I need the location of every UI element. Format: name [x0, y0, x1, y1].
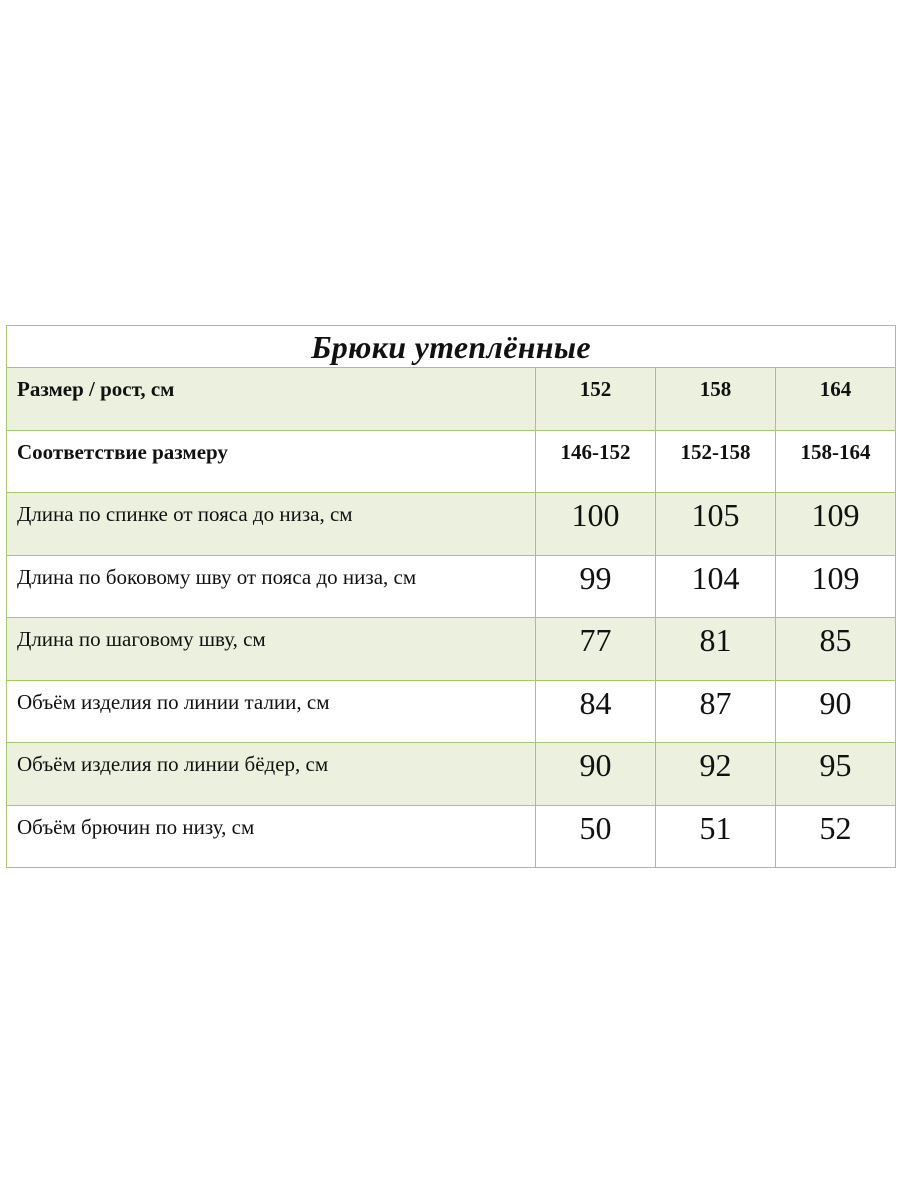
size-value: 158: [656, 368, 776, 431]
measurement-value: 50: [536, 805, 656, 868]
table-row: [7, 805, 896, 868]
measurement-value: 105: [656, 493, 776, 556]
measurement-value: 77: [536, 618, 656, 681]
row-label: Объём изделия по линии талии, см: [7, 680, 536, 743]
measurement-value: 92: [656, 743, 776, 806]
measurement-value: 51: [656, 805, 776, 868]
measurement-value: 100: [536, 493, 656, 556]
row-label: Объём брючин по низу, см: [7, 805, 536, 868]
measurement-value: 84: [536, 680, 656, 743]
row-label: Размер / рост, см: [7, 368, 536, 431]
size-chart-table: [6, 325, 896, 868]
table-row: [7, 493, 896, 556]
table-row: [7, 680, 896, 743]
measurement-value: 90: [776, 680, 896, 743]
range-value: 158-164: [776, 430, 896, 493]
measurement-value: 99: [536, 555, 656, 618]
table-row: [7, 618, 896, 681]
size-value: 164: [776, 368, 896, 431]
row-label: Длина по спинке от пояса до низа, см: [7, 493, 536, 556]
range-value: 152-158: [656, 430, 776, 493]
correspondence-row: [7, 430, 896, 493]
measurement-value: 109: [776, 493, 896, 556]
measurement-value: 85: [776, 618, 896, 681]
measurement-value: 87: [656, 680, 776, 743]
size-value: 152: [536, 368, 656, 431]
size-height-row: [7, 368, 896, 431]
measurement-value: 95: [776, 743, 896, 806]
row-label: Длина по боковому шву от пояса до низа, см: [7, 555, 536, 618]
table-row: [7, 743, 896, 806]
table-title: Брюки утеплённые: [7, 326, 896, 368]
row-label: Соответствие размеру: [7, 430, 536, 493]
measurement-value: 52: [776, 805, 896, 868]
measurement-value: 81: [656, 618, 776, 681]
row-label: Длина по шаговому шву, см: [7, 618, 536, 681]
range-value: 146-152: [536, 430, 656, 493]
measurement-value: 109: [776, 555, 896, 618]
title-row: [7, 326, 896, 368]
measurement-value: 104: [656, 555, 776, 618]
row-label: Объём изделия по линии бёдер, см: [7, 743, 536, 806]
table-row: [7, 555, 896, 618]
measurement-value: 90: [536, 743, 656, 806]
